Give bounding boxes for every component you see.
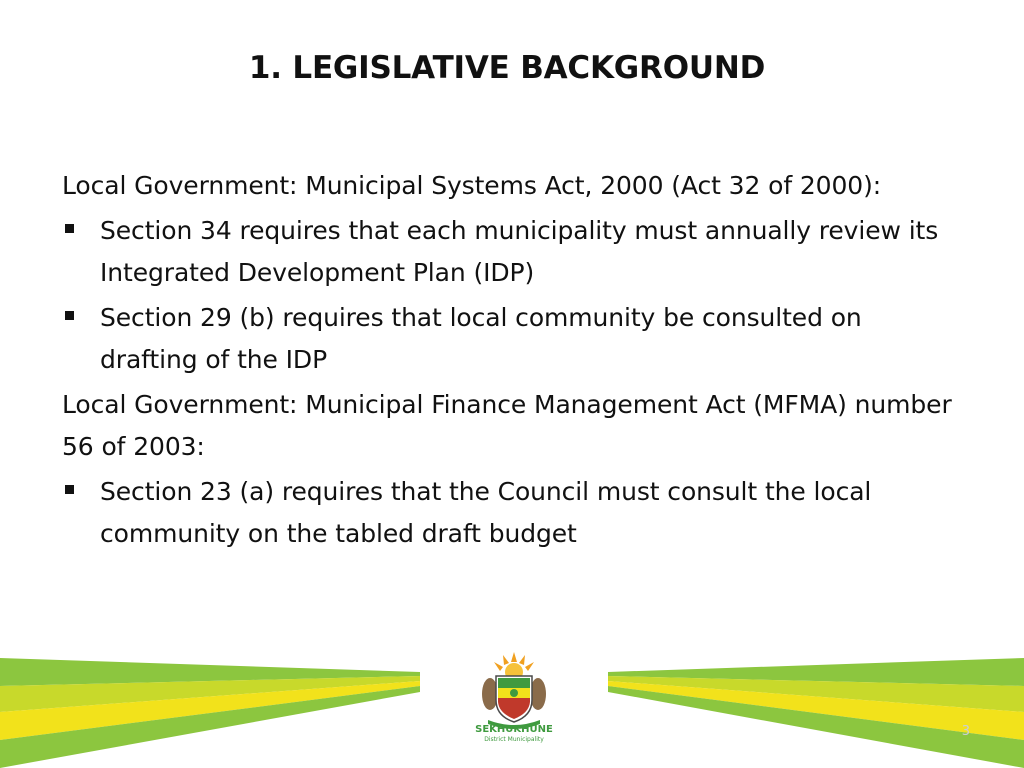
- bullet-item: [62, 297, 962, 381]
- bullet-text: Section 23 (a) requires that the Council must consult the local community on the tabled draft budget: [100, 477, 872, 548]
- square-bullet-icon: [65, 224, 74, 233]
- logo-name: SEKHUKHUNE: [475, 724, 553, 735]
- page-number: 3: [961, 724, 970, 739]
- section-heading: Local Government: Municipal Systems Act, 2000 (Act 32 of 2000):: [62, 171, 882, 200]
- square-bullet-icon: [65, 485, 74, 494]
- bullet-item: [62, 471, 962, 555]
- logo-subtitle: District Municipality: [484, 736, 544, 743]
- bullet-text: Section 29 (b) requires that local community be consulted on drafting of the IDP: [100, 303, 862, 374]
- slide-title: 1. LEGISLATIVE BACKGROUND: [248, 50, 766, 86]
- square-bullet-icon: [65, 311, 74, 320]
- bullet-text: Section 34 requires that each municipality must annually review its Integrated Development Plan (IDP): [100, 216, 939, 287]
- section-heading: Local Government: Municipal Finance Management Act (MFMA) number 56 of 2003:: [62, 390, 952, 461]
- slide-body: [62, 165, 962, 555]
- bullet-item: [62, 210, 962, 294]
